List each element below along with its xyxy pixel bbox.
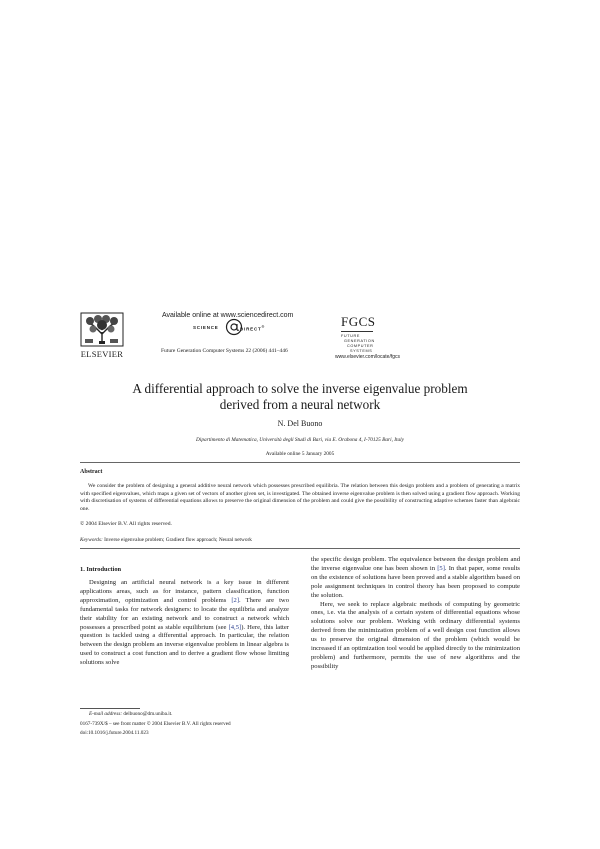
keywords-list: Inverse eigenvalue problem; Gradient flow approach; Neural network (104, 537, 252, 543)
front-matter: 0167-739X/$ – see front matter © 2004 Elsevier B.V. All rights reserved (80, 721, 231, 727)
footnote-rule (80, 708, 140, 709)
available-online-date: Available online 5 January 2005 (265, 451, 335, 457)
keywords (80, 537, 252, 543)
journal-reference: Future Generation Computer Systems 22 (2006) 441–446 (161, 348, 288, 354)
divider-bottom (80, 548, 520, 549)
sciencedirect-logo-right: DIRECT® (240, 325, 265, 332)
keywords-label: Keywords: (80, 537, 103, 543)
journal-url[interactable]: www.elsevier.com/locate/fgcs (335, 354, 401, 360)
abstract-body: We consider the problem of designing a general additive neural network which possesses prescribed equilibria. The relation between this design problem and a problem of generating a matrix with specified eigenvalues, which maps a given set of vectors of another given set, is investigated. The obtained inverse eigenvalue problem is then solved using a gradient flow approach. Working with discretisation of systems of differential equations allows to preserve the original dimension of the problem and could give the possibility of constructing adaptive schemes faster than algebraic one. (80, 483, 520, 512)
citation-link[interactable]: [5] (437, 564, 445, 572)
journal-logo-text: FGCS (341, 314, 376, 329)
doi[interactable]: doi:10.1016/j.future.2004.11.023 (80, 730, 149, 736)
sciencedirect-logo-left: SCIENCE (193, 325, 219, 330)
section-heading-introduction: 1. Introduction (80, 566, 122, 573)
divider-top (80, 462, 520, 463)
journal-logo-rule (341, 331, 373, 332)
citation-link[interactable]: [2] (231, 596, 240, 604)
title-line-1: A differential approach to solve the inverse eigenvalue problem (132, 381, 468, 396)
publisher-name: ELSEVIER (80, 349, 124, 359)
citation-link[interactable]: [4,5] (228, 623, 242, 631)
author-affiliation: Dipartimento di Matematica, Università degli Studi di Bari, via E. Orabona 4, I-70125 Bari, Italy (196, 437, 404, 443)
article-title (60, 381, 540, 412)
author-name: N. Del Buono (277, 419, 323, 428)
journal-logo-lines: FUTURE GENERATION COMPUTER SYSTEMS (341, 334, 375, 353)
paragraph: the specific design problem. The equivalence between the design problem and the inverse eigenvalue one has been shown in [5]. In that paper, some results on the existence of solutions have been proved and a stable algorithm based on pole assignment techniques in control theory has been proposed to compute the solution. (311, 556, 520, 599)
right-column-text (311, 556, 520, 672)
abstract-heading: Abstract (80, 469, 103, 475)
title-line-2: derived from a neural network (219, 396, 381, 412)
left-column-text: Designing an artificial neural network is a key issue in different applications areas, such as for instance, pattern classification, function approximation, optimization and control problems [2]. There are two fundamental tasks for network designers: to locate the equilibria and analyze their stability for an existing network and to construct a network which possesses a prescribed point as stable equilibrium (see [4,5]). Here, this latter question is tackled using a differential approach. In particular, the relation between the design problem an inverse eigenvalue problem in linear algebra is used to construct a cost function and to derive a gradient flow whose limiting solutions solve (80, 579, 289, 667)
availability-line: Available online at www.sciencedirect.com (162, 312, 294, 319)
email-link[interactable]: delbuono@dm.uniba.it. (123, 711, 173, 717)
paragraph: Here, we seek to replace algebraic methods of computing by geometric ones, i.e. via the analysis of a certain system of differential equations whose solutions solve our problem. Working with ordinary differential systems derived from the minimization problem of a well design cost function allows us to preserve the original dimension of the problem (which would be increased if an optimization tool would be applied directly to the minimization problem) and furthermore, permits the use of new algorithms and the possibility (311, 600, 520, 670)
footnote-email: E-mail address: delbuono@dm.uniba.it. (89, 711, 173, 717)
abstract-copyright: © 2004 Elsevier B.V. All rights reserved. (80, 521, 172, 527)
